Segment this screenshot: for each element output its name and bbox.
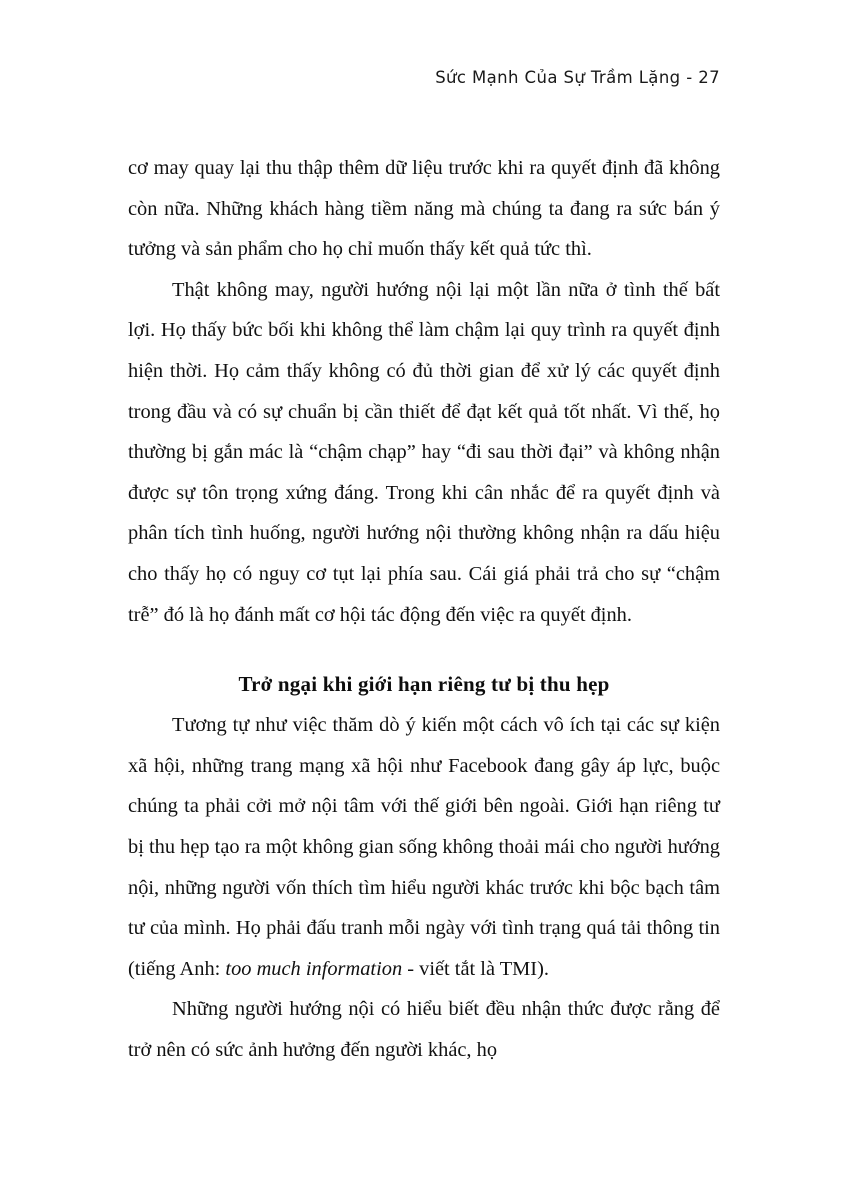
text-column	[128, 148, 720, 1070]
paragraph-3	[128, 705, 720, 989]
paragraph-4: Những người hướng nội có hiểu biết đều nhận thức được rằng để trở nên có sức ảnh hưởng đến người khác, họ	[128, 998, 720, 1061]
paragraph-2: Thật không may, người hướng nội lại một lần nữa ở tình thế bất lợi. Họ thấy bức bối khi không thể làm chậm lại quy trình ra quyết định hiện thời. Họ cảm thấy không có đủ thời gian để xử lý các quyết định trong đầu và có sự chuẩn bị cần thiết để đạt kết quả tốt nhất. Vì thế, họ thường bị gắn mác là “chậm chạp” hay “đi sau thời đại” và không nhận được sự tôn trọng xứng đáng. Trong khi cân nhắc để ra quyết định và phân tích tình huống, người hướng nội thường không nhận ra dấu hiệu cho thấy họ có nguy cơ tụt lại phía sau. Cái giá phải trả cho sự “chậm trễ” đó là họ đánh mất cơ hội tác động đến việc ra quyết định.	[128, 278, 720, 626]
paragraph-3-text-before-italic: Tương tự như việc thăm dò ý kiến một cách vô ích tại các sự kiện xã hội, những trang mạng xã hội như Facebook đang gây áp lực, buộc chúng ta phải cởi mở nội tâm với thế giới bên ngoài. Giới hạn riêng tư bị thu hẹp tạo ra một không gian sống không thoải mái cho người hướng nội, những người vốn thích tìm hiểu người khác trước khi bộc bạch tâm tư của mình. Họ phải đấu tranh mỗi ngày với tình trạng quá tải thông tin (tiếng Anh:	[128, 714, 720, 980]
paragraph-1: cơ may quay lại thu thập thêm dữ liệu trước khi ra quyết định đã không còn nữa. Những khách hàng tiềm năng mà chúng ta đang ra sức bán ý tưởng và sản phẩm cho họ chỉ muốn thấy kết quả tức thì.	[128, 157, 720, 261]
paragraph-3-italic-term: too much information	[225, 957, 403, 980]
section-subheading: Trở ngại khi giới hạn riêng tư bị thu hẹp	[238, 672, 610, 697]
paragraph-3-text-after-italic: - viết tắt là TMI).	[402, 957, 549, 980]
running-head: Sức Mạnh Của Sự Trầm Lặng - 27	[435, 68, 720, 87]
